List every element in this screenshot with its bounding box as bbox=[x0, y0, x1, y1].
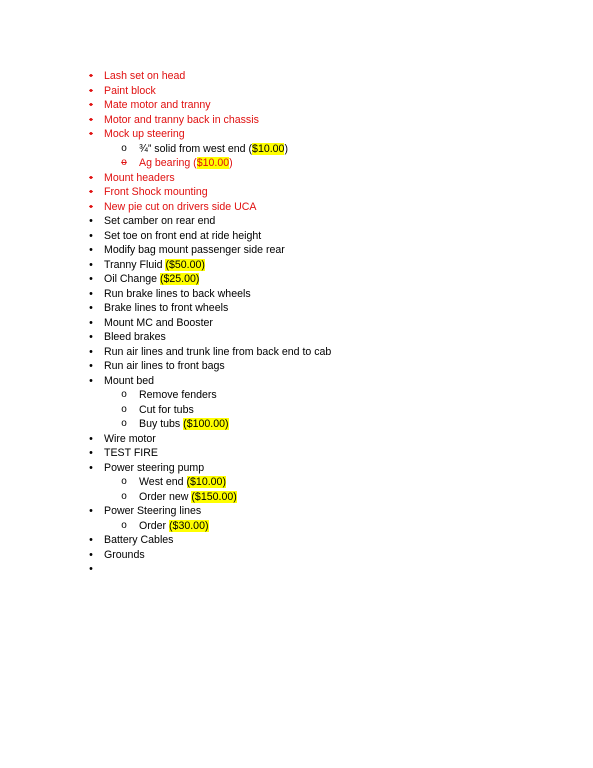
item-label: Modify bag mount passenger side rear bbox=[104, 244, 285, 256]
cost-highlight: ($25.00) bbox=[159, 273, 200, 285]
list-item-text bbox=[139, 156, 233, 171]
circle-bullet-icon: o bbox=[121, 142, 127, 154]
bullet-icon: • bbox=[89, 244, 93, 256]
item-label: Buy tubs bbox=[139, 418, 184, 430]
list-item bbox=[0, 533, 593, 548]
list-item-text bbox=[104, 287, 251, 302]
item-label: Power steering pump bbox=[104, 461, 205, 474]
bullet-icon: • bbox=[89, 273, 93, 285]
item-label: Wire motor bbox=[104, 432, 156, 445]
bullet-icon: • bbox=[89, 258, 93, 271]
item-label: Cut for tubs bbox=[139, 403, 194, 416]
list-item-text bbox=[104, 214, 215, 229]
list-item-text bbox=[104, 185, 208, 200]
cost-highlight: ($50.00) bbox=[165, 258, 205, 271]
list-item-text bbox=[104, 461, 204, 476]
bullet-icon: • bbox=[89, 113, 93, 126]
item-label: TEST FIRE bbox=[104, 447, 158, 459]
item-label: Set toe on front end at ride height bbox=[104, 229, 262, 242]
list-item-text bbox=[104, 316, 213, 331]
bullet-icon: • bbox=[89, 84, 93, 97]
list-item-text bbox=[104, 171, 175, 186]
bullet-icon: • bbox=[89, 287, 93, 300]
list-item-text bbox=[104, 301, 228, 316]
list-item bbox=[0, 287, 593, 302]
item-label: Ag bearing ( bbox=[139, 157, 197, 169]
list-item bbox=[0, 98, 593, 113]
item-label: Bleed brakes bbox=[104, 331, 166, 343]
circle-bullet-icon: o bbox=[121, 519, 127, 531]
bullet-icon: • bbox=[89, 316, 93, 329]
list-item bbox=[0, 316, 593, 331]
sub-list-item bbox=[0, 519, 593, 534]
item-suffix: ) bbox=[284, 142, 288, 155]
list-item-text bbox=[104, 229, 261, 244]
list-item bbox=[0, 359, 593, 374]
bullet-icon: • bbox=[89, 331, 93, 343]
list-item bbox=[0, 200, 593, 215]
bullet-icon: • bbox=[89, 99, 93, 111]
list-item-text bbox=[104, 432, 156, 447]
bullet-icon: • bbox=[89, 302, 93, 314]
bullet-icon: • bbox=[89, 128, 93, 140]
list-item bbox=[0, 374, 593, 389]
list-item bbox=[0, 345, 593, 360]
bullet-icon: • bbox=[89, 229, 93, 242]
list-item-text bbox=[104, 243, 285, 258]
list-item bbox=[0, 258, 593, 273]
item-label: New pie cut on drivers side UCA bbox=[104, 200, 257, 213]
bullet-icon: • bbox=[89, 200, 93, 213]
cost-highlight: $10.00 bbox=[196, 157, 230, 169]
item-label: Tranny Fluid bbox=[104, 258, 166, 271]
list-item bbox=[0, 171, 593, 186]
bullet-icon: • bbox=[89, 461, 93, 474]
cost-highlight: $10.00 bbox=[252, 142, 285, 155]
item-label: Order new bbox=[139, 490, 192, 503]
bullet-icon: • bbox=[89, 447, 93, 459]
circle-bullet-icon: o bbox=[121, 476, 127, 487]
bullet-icon: • bbox=[89, 548, 93, 561]
item-label: Mate motor and tranny bbox=[104, 99, 211, 111]
item-label: Lash set on head bbox=[104, 70, 186, 82]
list-item bbox=[0, 185, 593, 200]
cost-highlight: ($10.00) bbox=[186, 476, 226, 488]
item-label: Run brake lines to back wheels bbox=[104, 287, 251, 300]
list-item-text bbox=[104, 98, 211, 113]
item-label: Oil Change bbox=[104, 273, 160, 285]
item-label: Mount bed bbox=[104, 374, 155, 387]
list-item-text bbox=[139, 142, 288, 157]
list-item-text bbox=[104, 446, 158, 461]
list-item-text bbox=[139, 388, 217, 403]
cost-highlight: ($150.00) bbox=[191, 490, 237, 503]
bullet-icon: • bbox=[89, 432, 93, 445]
todo-bullet-list bbox=[0, 69, 593, 577]
circle-bullet-icon: o bbox=[121, 157, 127, 168]
list-item-text bbox=[104, 345, 331, 360]
bullet-icon: • bbox=[89, 171, 93, 184]
item-label: Brake lines to front wheels bbox=[104, 302, 229, 314]
item-label: West end bbox=[139, 476, 187, 488]
list-item bbox=[0, 432, 593, 447]
bullet-icon: • bbox=[89, 534, 93, 546]
sub-list-item bbox=[0, 417, 593, 432]
item-label: ¾” solid from west end ( bbox=[139, 142, 253, 155]
list-item-text bbox=[104, 359, 225, 374]
list-item-text bbox=[104, 84, 156, 99]
item-label: Power Steering lines bbox=[104, 505, 202, 517]
list-item bbox=[0, 69, 593, 84]
item-label: Motor and tranny back in chassis bbox=[104, 113, 259, 126]
list-item bbox=[0, 504, 593, 519]
list-item bbox=[0, 272, 593, 287]
list-item bbox=[0, 214, 593, 229]
list-item-text bbox=[139, 417, 229, 432]
list-item-text bbox=[104, 69, 185, 84]
item-label: Mock up steering bbox=[104, 128, 185, 140]
list-item-text bbox=[104, 200, 257, 215]
item-label: Mount headers bbox=[104, 171, 175, 184]
list-item bbox=[0, 229, 593, 244]
list-item bbox=[0, 243, 593, 258]
list-item bbox=[0, 548, 593, 563]
item-label: Run air lines to front bags bbox=[104, 360, 225, 372]
list-item-text bbox=[139, 519, 209, 534]
sub-list-item bbox=[0, 388, 593, 403]
item-label: Run air lines and trunk line from back end to cab bbox=[104, 345, 332, 358]
list-item-text bbox=[104, 548, 145, 563]
list-item-text bbox=[104, 113, 259, 128]
cost-highlight: ($100.00) bbox=[183, 418, 229, 430]
item-label: Grounds bbox=[104, 548, 145, 561]
item-label: Front Shock mounting bbox=[104, 186, 208, 198]
bullet-icon: • bbox=[89, 70, 93, 82]
item-label: Mount MC and Booster bbox=[104, 316, 213, 329]
bullet-icon: • bbox=[89, 215, 93, 227]
list-item bbox=[0, 330, 593, 345]
sub-list-item bbox=[0, 475, 593, 490]
list-item-text bbox=[104, 374, 154, 389]
bullet-icon: • bbox=[89, 360, 93, 372]
circle-bullet-icon: o bbox=[121, 403, 127, 415]
list-item bbox=[0, 301, 593, 316]
list-item-text bbox=[104, 127, 185, 142]
bullet-icon: • bbox=[89, 374, 93, 387]
item-label: Set camber on rear end bbox=[104, 215, 216, 227]
item-suffix: ) bbox=[229, 157, 233, 169]
sub-list-item bbox=[0, 403, 593, 418]
sub-list-item bbox=[0, 490, 593, 505]
list-item-text bbox=[104, 330, 166, 345]
item-label: Battery Cables bbox=[104, 534, 174, 546]
circle-bullet-icon: o bbox=[121, 389, 127, 400]
list-item-text bbox=[139, 475, 226, 490]
list-item-text bbox=[104, 258, 205, 273]
list-item-text bbox=[104, 504, 201, 519]
circle-bullet-icon: o bbox=[121, 490, 127, 502]
list-item bbox=[0, 461, 593, 476]
cost-highlight: ($30.00) bbox=[169, 519, 209, 532]
circle-bullet-icon: o bbox=[121, 418, 127, 429]
bullet-icon: • bbox=[89, 505, 93, 517]
item-label: Paint block bbox=[104, 84, 156, 97]
bullet-icon: • bbox=[89, 345, 93, 358]
list-item bbox=[0, 446, 593, 461]
list-item-text bbox=[104, 533, 173, 548]
sub-list-item bbox=[0, 142, 593, 157]
item-label: Remove fenders bbox=[139, 389, 217, 401]
list-item bbox=[0, 562, 593, 577]
list-item bbox=[0, 84, 593, 99]
list-item-text bbox=[139, 403, 194, 418]
bullet-icon: • bbox=[89, 186, 93, 198]
list-item-text bbox=[104, 272, 199, 287]
bullet-icon: • bbox=[89, 563, 93, 575]
sub-list-item bbox=[0, 156, 593, 171]
item-label: Order bbox=[139, 519, 170, 532]
list-item bbox=[0, 113, 593, 128]
list-item-text bbox=[139, 490, 237, 505]
list-item bbox=[0, 127, 593, 142]
